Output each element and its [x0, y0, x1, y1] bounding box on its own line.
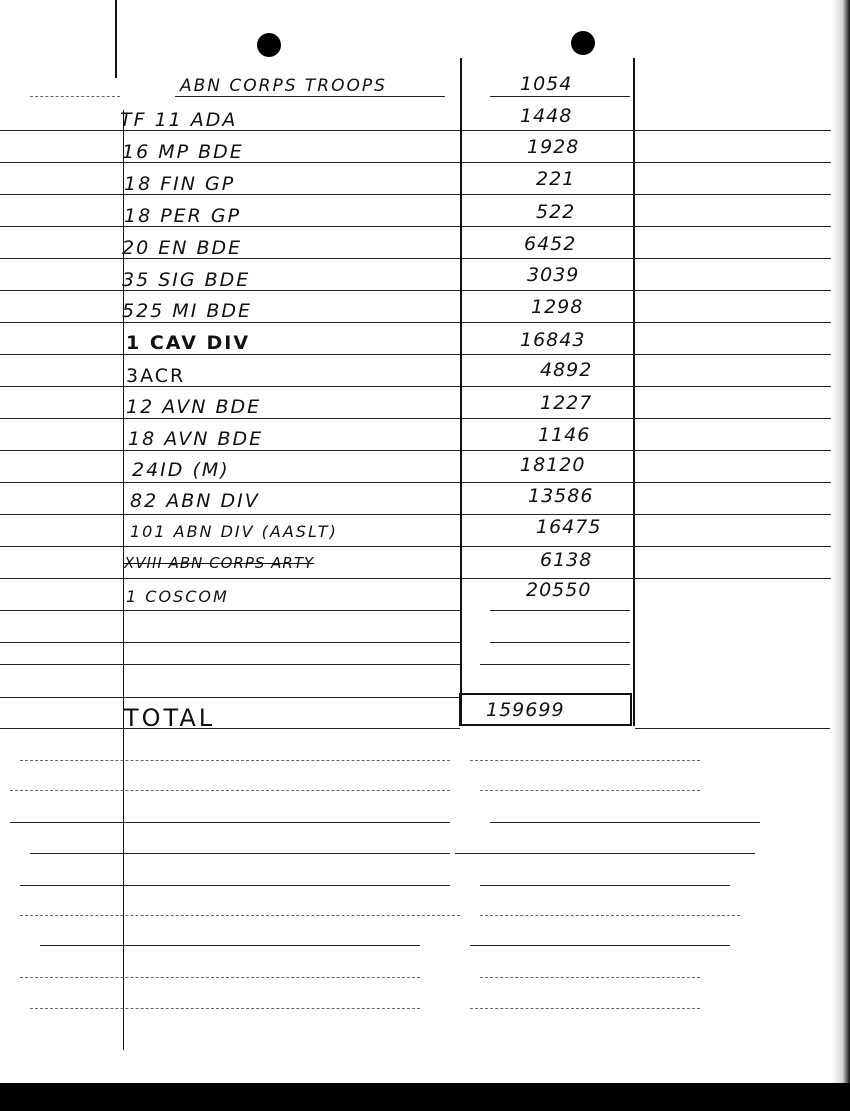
- ruled-line: [462, 546, 832, 547]
- ruled-line: [0, 728, 460, 729]
- unit-label: 20 EN BDE: [122, 237, 243, 259]
- total-value: 159699: [486, 699, 565, 721]
- ruled-line: [0, 664, 460, 665]
- ruled-line: [455, 853, 755, 854]
- ruled-line: [0, 322, 460, 323]
- ruled-line: [462, 322, 832, 323]
- unit-value: 16475: [536, 516, 602, 538]
- ruled-line: [462, 450, 832, 451]
- ruled-line: [462, 354, 832, 355]
- ruled-line: [20, 885, 450, 886]
- binder-hole-left: [257, 33, 281, 57]
- unit-label: 18 PER GP: [124, 205, 242, 227]
- ruled-line: [175, 96, 445, 97]
- unit-value: 522: [536, 201, 576, 223]
- unit-value: 20550: [526, 579, 592, 601]
- ruled-line: [0, 610, 460, 611]
- ruled-line: [462, 130, 832, 131]
- top-margin-line: [115, 0, 117, 78]
- unit-value: 1448: [520, 105, 573, 127]
- unit-value: 1146: [538, 424, 591, 446]
- ruled-line: [462, 482, 832, 483]
- unit-label: XVIII ABN CORPS ARTY: [124, 554, 315, 572]
- ruled-line: [462, 162, 832, 163]
- ruled-line: [0, 482, 460, 483]
- ruled-line: [10, 790, 450, 791]
- page-edge-shadow: [831, 0, 850, 1111]
- unit-value: 18120: [520, 454, 586, 476]
- unit-value: 4892: [540, 359, 593, 381]
- ruled-line: [462, 226, 832, 227]
- ruled-line: [0, 386, 460, 387]
- ruled-line: [0, 578, 460, 579]
- ruled-line: [10, 822, 450, 823]
- unit-value: 6138: [540, 549, 593, 571]
- ruled-line: [490, 96, 630, 97]
- unit-label: 525 MI BDE: [122, 300, 253, 322]
- unit-value: 221: [536, 168, 576, 190]
- ruled-line: [0, 642, 460, 643]
- unit-value: 13586: [528, 485, 594, 507]
- ruled-line: [30, 1008, 420, 1009]
- ruled-line: [480, 790, 700, 791]
- unit-label: 1 COSCOM: [126, 587, 229, 606]
- ruled-line: [470, 945, 730, 946]
- unit-label: 3ACR: [126, 365, 186, 387]
- total-label: TOTAL: [124, 704, 216, 732]
- unit-label: 16 MP BDE: [122, 141, 244, 163]
- ruled-line: [0, 354, 460, 355]
- unit-label: 82 ABN DIV: [130, 490, 260, 512]
- header-value: 1054: [520, 73, 573, 95]
- unit-label: 35 SIG BDE: [122, 269, 251, 291]
- unit-value: 1227: [540, 392, 593, 414]
- unit-label: 18 FIN GP: [124, 173, 236, 195]
- ruled-line: [470, 760, 700, 761]
- ruled-line: [480, 977, 700, 978]
- ruled-line: [462, 514, 832, 515]
- binder-hole-right: [571, 31, 595, 55]
- unit-value: 1928: [527, 136, 580, 158]
- column-left-line: [460, 58, 462, 726]
- ruled-line: [40, 945, 420, 946]
- ruled-line: [20, 760, 450, 761]
- unit-value: 6452: [524, 233, 577, 255]
- column-right-line: [633, 58, 635, 726]
- ruled-line: [0, 697, 460, 698]
- ruled-line: [462, 418, 832, 419]
- ruled-line: [462, 258, 832, 259]
- unit-label: 101 ABN DIV (AASLT): [130, 522, 338, 541]
- header-label: ABN CORPS TROOPS: [180, 76, 387, 96]
- ruled-line: [20, 977, 420, 978]
- unit-label: 12 AVN BDE: [126, 396, 262, 418]
- ruled-line: [462, 578, 832, 579]
- ruled-line: [30, 853, 450, 854]
- ruled-line: [0, 418, 460, 419]
- ruled-line: [470, 1008, 700, 1009]
- unit-value: 16843: [520, 329, 586, 351]
- unit-label: 18 AVN BDE: [128, 428, 264, 450]
- ruled-line: [0, 514, 460, 515]
- ruled-line: [490, 642, 630, 643]
- ruled-line: [462, 290, 832, 291]
- unit-label: 24ID (M): [132, 459, 230, 481]
- unit-label: 1 CAV DIV: [126, 332, 251, 354]
- unit-value: 3039: [527, 264, 580, 286]
- unit-label: TF 11 ADA: [120, 109, 238, 131]
- ruled-line: [490, 610, 630, 611]
- unit-value: 1298: [531, 296, 584, 318]
- ruled-line: [490, 822, 760, 823]
- ruled-line: [480, 664, 630, 665]
- ruled-line: [462, 386, 832, 387]
- ruled-line: [480, 885, 730, 886]
- ruled-line: [462, 194, 832, 195]
- ruled-line: [20, 915, 460, 916]
- ruled-line: [635, 728, 830, 729]
- ruled-line: [30, 96, 120, 97]
- ruled-line: [0, 450, 460, 451]
- ruled-line: [480, 915, 740, 916]
- ruled-line: [0, 546, 460, 547]
- scan-bottom-band: [0, 1083, 850, 1111]
